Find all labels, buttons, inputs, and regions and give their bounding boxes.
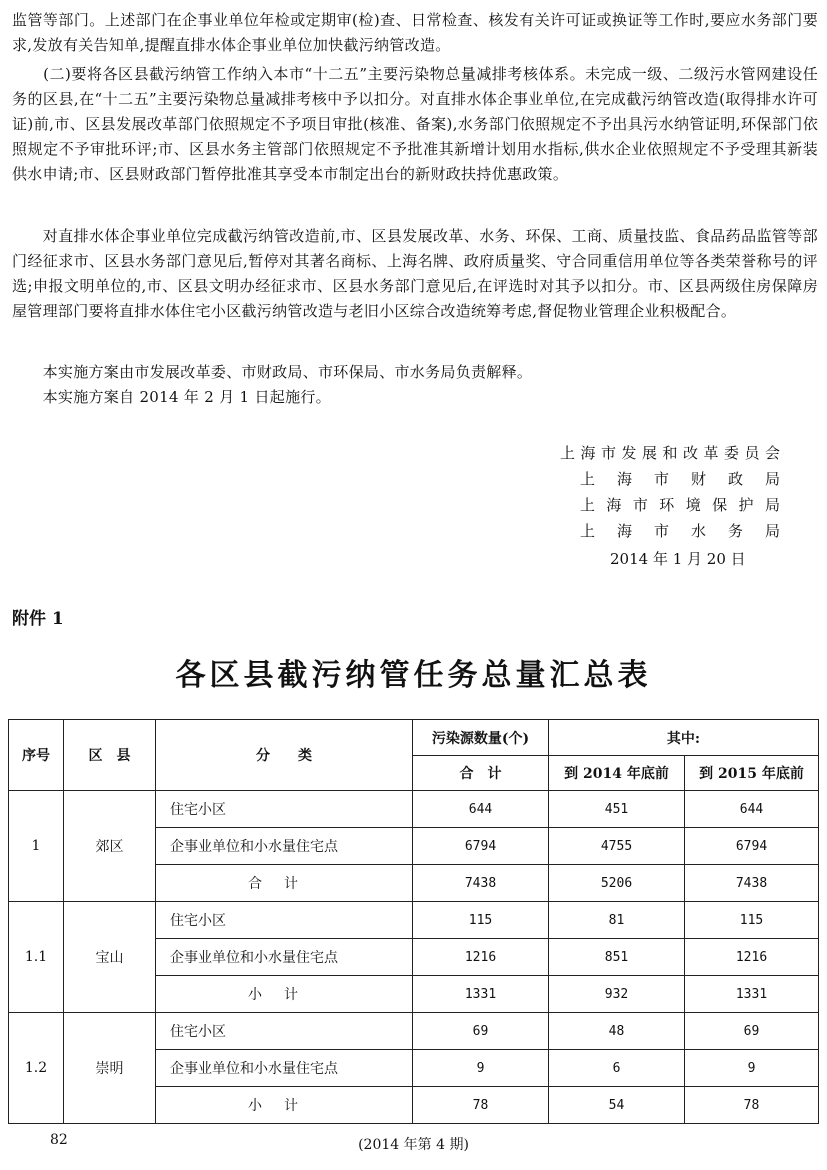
table-row (9, 1013, 819, 1050)
header-category: 分 类 (156, 720, 413, 791)
page-number: 82 (50, 1132, 68, 1148)
group-district: 郊区 (64, 791, 156, 902)
group-district: 宝山 (64, 902, 156, 1013)
signature-agency: 上海市环境保护局 (580, 496, 780, 514)
row-by-2014: 851 (549, 939, 685, 976)
row-total: 7438 (413, 865, 549, 902)
body-paragraph-4: 本实施方案由市发展改革委、市财政局、市环保局、市水务局负责解释。 (12, 363, 533, 381)
row-total: 78 (413, 1087, 549, 1124)
group-seq: 1 (9, 791, 64, 902)
header-district: 区 县 (64, 720, 156, 791)
row-total: 1331 (413, 976, 549, 1013)
row-category: 住宅小区 (156, 791, 413, 828)
row-by-2015: 6794 (685, 828, 819, 865)
row-by-2014: 932 (549, 976, 685, 1013)
signature-agency: 上海市水务局 (580, 522, 780, 540)
signature-date: 2014 年 1 月 20 日 (610, 550, 746, 568)
attachment-label: 附件 1 (12, 609, 64, 629)
body-paragraph-3: 对直排水体企事业单位完成截污纳管改造前,市、区县发展改革、水务、环保、工商、质量技监、食品药品监管等部门经征求市、区县水务部门意见后,暂停对其著名商标、上海名牌、政府质量奖、守合同重信用单位等各类荣誉称号的评选;申报文明单位的,市、区县文明办经征求市、区县水务部门意见后,在评选时对其予以扣分。市、区县两级住房保障房屋管理部门要将直排水体住宅小区截污纳管改造与老旧小区综合改造统筹考虑,督促物业管理企业积极配合。 (12, 227, 818, 320)
header-pollution-count: 污染源数量(个) (413, 720, 549, 756)
signature-agency: 上海市财政局 (580, 470, 780, 488)
table-row (9, 902, 819, 939)
row-total: 69 (413, 1013, 549, 1050)
row-category-total: 合计 (156, 865, 413, 902)
group-district: 崇明 (64, 1013, 156, 1124)
table-row (9, 791, 819, 828)
row-category: 住宅小区 (156, 902, 413, 939)
row-total: 115 (413, 902, 549, 939)
row-by-2014: 54 (549, 1087, 685, 1124)
row-category: 企事业单位和小水量住宅点 (156, 828, 413, 865)
summary-table (8, 719, 819, 1124)
table-title: 各区县截污纳管任务总量汇总表 (175, 658, 652, 693)
row-category-subtotal: 小计 (156, 976, 413, 1013)
row-by-2015: 7438 (685, 865, 819, 902)
issue-label: (2014 年第 4 期) (358, 1137, 469, 1153)
row-total: 1216 (413, 939, 549, 976)
row-by-2014: 48 (549, 1013, 685, 1050)
row-by-2014: 4755 (549, 828, 685, 865)
header-seq: 序号 (9, 720, 64, 791)
row-by-2015: 9 (685, 1050, 819, 1087)
row-by-2014: 81 (549, 902, 685, 939)
header-by-2014: 到 2014 年底前 (549, 756, 685, 791)
body-paragraph-1: 监管等部门。上述部门在企事业单位年检或定期审(检)查、日常检查、核发有关许可证或换证等工作时,要应水务部门要求,发放有关告知单,提醒直排水体企事业单位加快截污纳管改造。 (12, 11, 818, 54)
group-seq: 1.1 (9, 902, 64, 1013)
row-by-2015: 69 (685, 1013, 819, 1050)
row-by-2015: 78 (685, 1087, 819, 1124)
row-category: 住宅小区 (156, 1013, 413, 1050)
header-total: 合 计 (413, 756, 549, 791)
header-of-which: 其中: (549, 720, 819, 756)
row-by-2015: 1331 (685, 976, 819, 1013)
signature-agency: 上海市发展和改革委员会 (560, 444, 780, 462)
row-total: 6794 (413, 828, 549, 865)
row-by-2014: 451 (549, 791, 685, 828)
row-total: 644 (413, 791, 549, 828)
row-by-2014: 5206 (549, 865, 685, 902)
row-by-2015: 644 (685, 791, 819, 828)
group-seq: 1.2 (9, 1013, 64, 1124)
row-by-2015: 115 (685, 902, 819, 939)
body-paragraph-5: 本实施方案自 2014 年 2 月 1 日起施行。 (12, 388, 331, 406)
row-category: 企事业单位和小水量住宅点 (156, 1050, 413, 1087)
row-category: 企事业单位和小水量住宅点 (156, 939, 413, 976)
row-category-subtotal: 小计 (156, 1087, 413, 1124)
row-by-2014: 6 (549, 1050, 685, 1087)
body-paragraph-2: (二)要将各区县截污纳管工作纳入本市“十二五”主要污染物总量减排考核体系。未完成一级、二级污水管网建设任务的区县,在“十二五”主要污染物总量减排考核中予以扣分。对直排水体企事业单位,在完成截污纳管改造(取得排水许可证)前,市、区县发展改革部门依照规定不予项目审批(核准、备案),水务部门依照规定不予出具污水纳管证明,环保部门依照规定不予审批环评;市、区县水务主管部门依照规定不予批准其新增计划用水指标,供水企业依照规定不予受理其新装供水申请;市、区县财政部门暂停批准其享受本市制定出台的新财政扶持优惠政策。 (12, 65, 818, 183)
row-by-2015: 1216 (685, 939, 819, 976)
row-total: 9 (413, 1050, 549, 1087)
header-by-2015: 到 2015 年底前 (685, 756, 819, 791)
